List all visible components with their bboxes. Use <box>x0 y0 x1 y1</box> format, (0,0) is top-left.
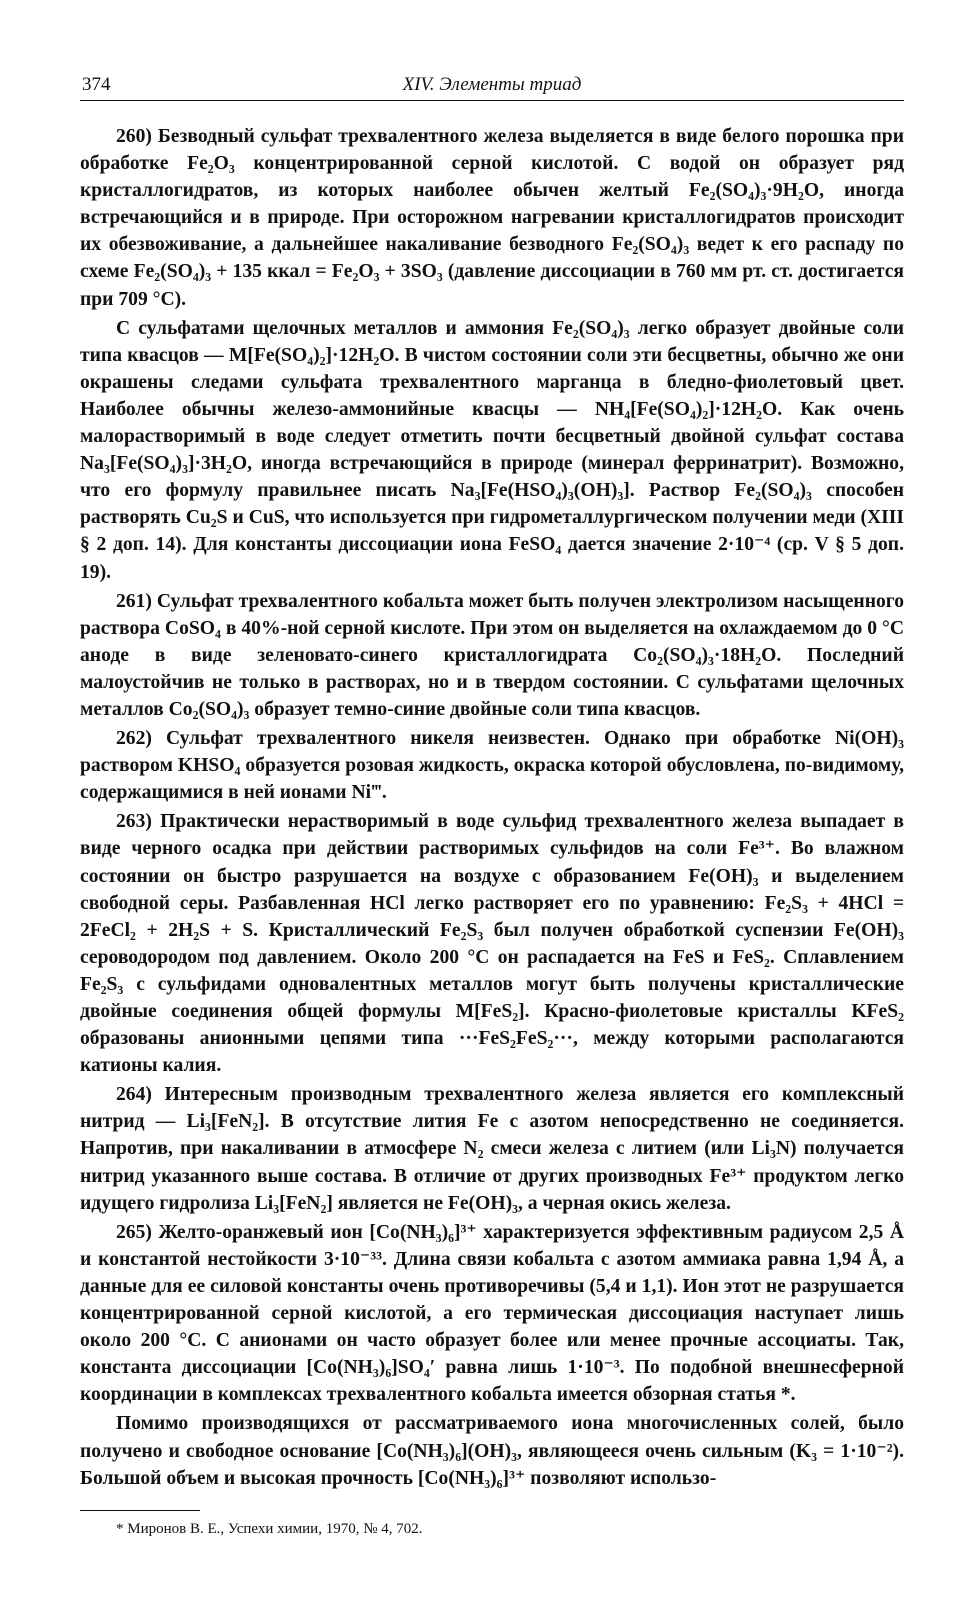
paragraph-260: 260) Безводный сульфат трехвалентного железа выделяется в виде белого порошка при обработке Fe₂O₃ концентрированной серной кислотой. С водой он образует ряд кристаллогидратов, из которых наиболее обычен желтый Fe₂(SO₄)₃·9H₂O, иногда встречающийся и в природе. При осторожном нагревании кристаллогидратов происходит их обезвоживание, а дальнейшее накаливание безводного Fe₂(SO₄)₃ ведет к его распаду по схеме Fe₂(SO₄)₃ + 135 ккал = Fe₂O₃ + 3SO₃ (давление диссоциации в 760 мм рт. ст. достигается при 709 °С). <box>80 126 904 310</box>
paragraph-265-continued: Помимо производящихся от рассматриваемого иона многочисленных солей, было получено и свободное основание [Co(NH₃)₆](OH)₃, являющееся очень сильным (K₃ = 1·10⁻²). Большой объем и высокая прочность [Co(NH₃)₆]³⁺ позволяют использо- <box>80 1413 904 1489</box>
footnote: * Миронов В. Е., Успехи химии, 1970, № 4, 702. <box>116 1520 423 1537</box>
page-number: 374 <box>82 74 111 95</box>
paragraph-262: 262) Сульфат трехвалентного никеля неизвестен. Однако при обработке Ni(OH)₃ раствором KHSO₄ образуется розовая жидкость, окраска которой обусловлена, по-видимому, содержащимися в ней ионами Ni‴. <box>80 728 904 804</box>
page-body <box>80 123 904 1492</box>
footnote-divider <box>80 1510 200 1511</box>
paragraph-261: 261) Сульфат трехвалентного кобальта может быть получен электролизом насыщенного раствора CoSO₄ в 40%-ной серной кислоте. При этом он выделяется на охлаждаемом до 0 °С аноде в виде зеленовато-синего кристаллогидрата Co₂(SO₄)₃·18H₂O. Последний малоустойчив не только в растворах, но и в твердом состоянии. С сульфатами щелочных металлов Co₂(SO₄)₃ образует темно-синие двойные соли типа квасцов. <box>80 590 904 720</box>
page-header <box>80 68 904 101</box>
running-title: XIV. Элементы триад <box>402 74 582 95</box>
paragraph-264: 264) Интересным производным трехвалентного железа является его комплексный нитрид — Li₃[FeN₂]. В отсутствие лития Fe с азотом непосредственно не соединяется. Напротив, при накаливании в атмосфере N₂ смеси железа с литием (или Li₃N) получается нитрид указанного выше состава. В отличие от других производных Fe³⁺ продуктом легко идущего гидролиза Li₃[FeN₂] является не Fe(OH)₃, а черная окись железа. <box>80 1084 904 1214</box>
page <box>80 68 904 1539</box>
paragraph-260-continued: С сульфатами щелочных металлов и аммония Fe₂(SO₄)₃ легко образует двойные соли типа квасцов — M[Fe(SO₄)₂]·12H₂O. В чистом состоянии соли эти бесцветны, обычно же они окрашены следами сульфата трехвалентного марганца в бледно-фиолетовый цвет. Наиболее обычны железо-аммонийные квасцы — NH₄[Fe(SO₄)₂]·12H₂O. Как очень малорастворимый в воде следует отметить почти бесцветный двойной сульфат состава Na₃[Fe(SO₄)₃]·3H₂O, иногда встречающийся в природе (минерал ферринатрит). Возможно, что его формулу правильнее писать Na₃[Fe(HSO₄)₃(OH)₃]. Раствор Fe₂(SO₄)₃ способен растворять Cu₂S и CuS, что используется при гидрометаллургическом получении меди (XIII § 2 доп. 14). Для константы диссоциации иона FeSO₄ дается значение 2·10⁻⁴ (ср. V § 5 доп. 19). <box>80 317 904 583</box>
paragraph-265: 265) Желто-оранжевый ион [Co(NH₃)₆]³⁺ характеризуется эффективным радиусом 2,5 Å и константой нестойкости 3·10⁻³³. Длина связи кобальта с азотом аммиака равна 1,94 Å, а данные для ее силовой константы очень противоречивы (5,4 и 1,1). Ион этот не разрушается концентрированной серной кислотой, а его термическая диссоциация наступает лишь около 200 °С. С анионами он часто образует более или менее прочные ассоциаты. Так, константа диссоциации [Co(NH₃)₆]SO₄′ равна лишь 1·10⁻³. По подобной внешнесферной координации в комплексах трехвалентного кобальта имеется обзорная статья *. <box>80 1221 904 1406</box>
paragraph-263: 263) Практически нерастворимый в воде сульфид трехвалентного железа выпадает в виде черного осадка при действии растворимых сульфидов на соли Fe³⁺. Во влажном состоянии он быстро разрушается на воздухе с образованием Fe(OH)₃ и выделением свободной серы. Разбавленная HCl легко растворяет его по уравнению: Fe₂S₃ + 4HCl = 2FeCl₂ + 2H₂S + S. Кристаллический Fe₂S₃ был получен обработкой суспензии Fe(OH)₃ сероводородом под давлением. Около 200 °С он распадается на FeS и FeS₂. Сплавлением Fe₂S₃ с сульфидами одновалентных металлов могут быть получены кристаллические двойные соединения общей формулы M[FeS₂]. Красно-фиолетовые кристаллы KFeS₂ образованы анионными цепями типа ···FeS₂FeS₂···, между которыми располагаются катионы калия. <box>80 811 904 1077</box>
